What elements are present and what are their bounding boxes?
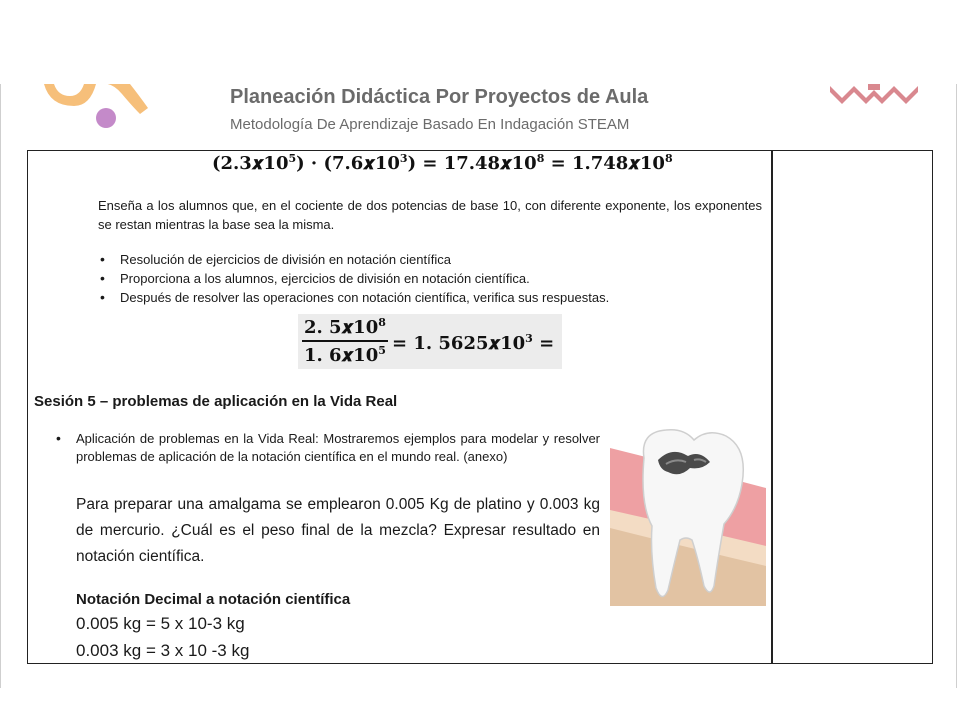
division-intro-text: Enseña a los alumnos que, en el cociente de dos potencias de base 10, con diferente exponente, los exponentes se restan mientras la base sea la misma. (98, 198, 762, 232)
activity-bullet-list (98, 250, 768, 307)
session-heading: Sesión 5 – problemas de aplicación en la Vida Real (34, 393, 398, 410)
table-column-divider (771, 150, 773, 664)
conversion-heading: Notación Decimal a notación científica (76, 591, 351, 608)
institution-emblem-icon (828, 84, 920, 106)
multiplication-equation: $(2.3𝒙10^5)$ · $(7.6𝒙10^3)$ = $17.48𝒙10^8$ = $1.748𝒙10^8$ (212, 152, 673, 174)
page-border-left (0, 84, 1, 688)
tooth-amalgam-icon (610, 428, 766, 606)
division-fraction (302, 316, 388, 366)
institution-logo-icon (40, 84, 150, 134)
document-title: Planeación Didáctica Por Proyectos de Aula (230, 86, 649, 108)
problem-statement: Para preparar una amalgama se emplearon 0.005 Kg de platino y 0.003 kg de mercurio. ¿Cuál es el peso final de la mezcla? Expresar resultado en notación científica. (76, 496, 600, 565)
fraction-numerator: 2. $5𝒙10^8$ (304, 316, 386, 338)
division-result: = 1. $5625𝒙10^3$ = (392, 332, 555, 354)
list-item: • Resolución de ejercicios de división en notación científica (98, 250, 768, 269)
document-subtitle: Metodología De Aprendizaje Basado En Indagación STEAM (230, 116, 630, 133)
list-item: • Proporciona a los alumnos, ejercicios de división en notación científica. (98, 269, 768, 288)
application-description: Aplicación de problemas en la Vida Real: Mostraremos ejemplos para modelar y resolver problemas de aplicación de la notación científica en el mundo real. (anexo) (76, 431, 600, 464)
fraction-denominator: 1. $6𝒙10^5$ (304, 343, 386, 366)
page-border-right (956, 84, 957, 688)
fraction-bar (302, 340, 388, 342)
bullet-icon: • (56, 430, 61, 446)
list-item: • Después de resolver las operaciones con notación científica, verifica sus respuestas. (98, 288, 768, 307)
conversion-line: 0.005 kg = 5 x 10-3 kg (76, 614, 245, 633)
conversion-line: 0.003 kg = 3 x 10 -3 kg (76, 641, 250, 660)
